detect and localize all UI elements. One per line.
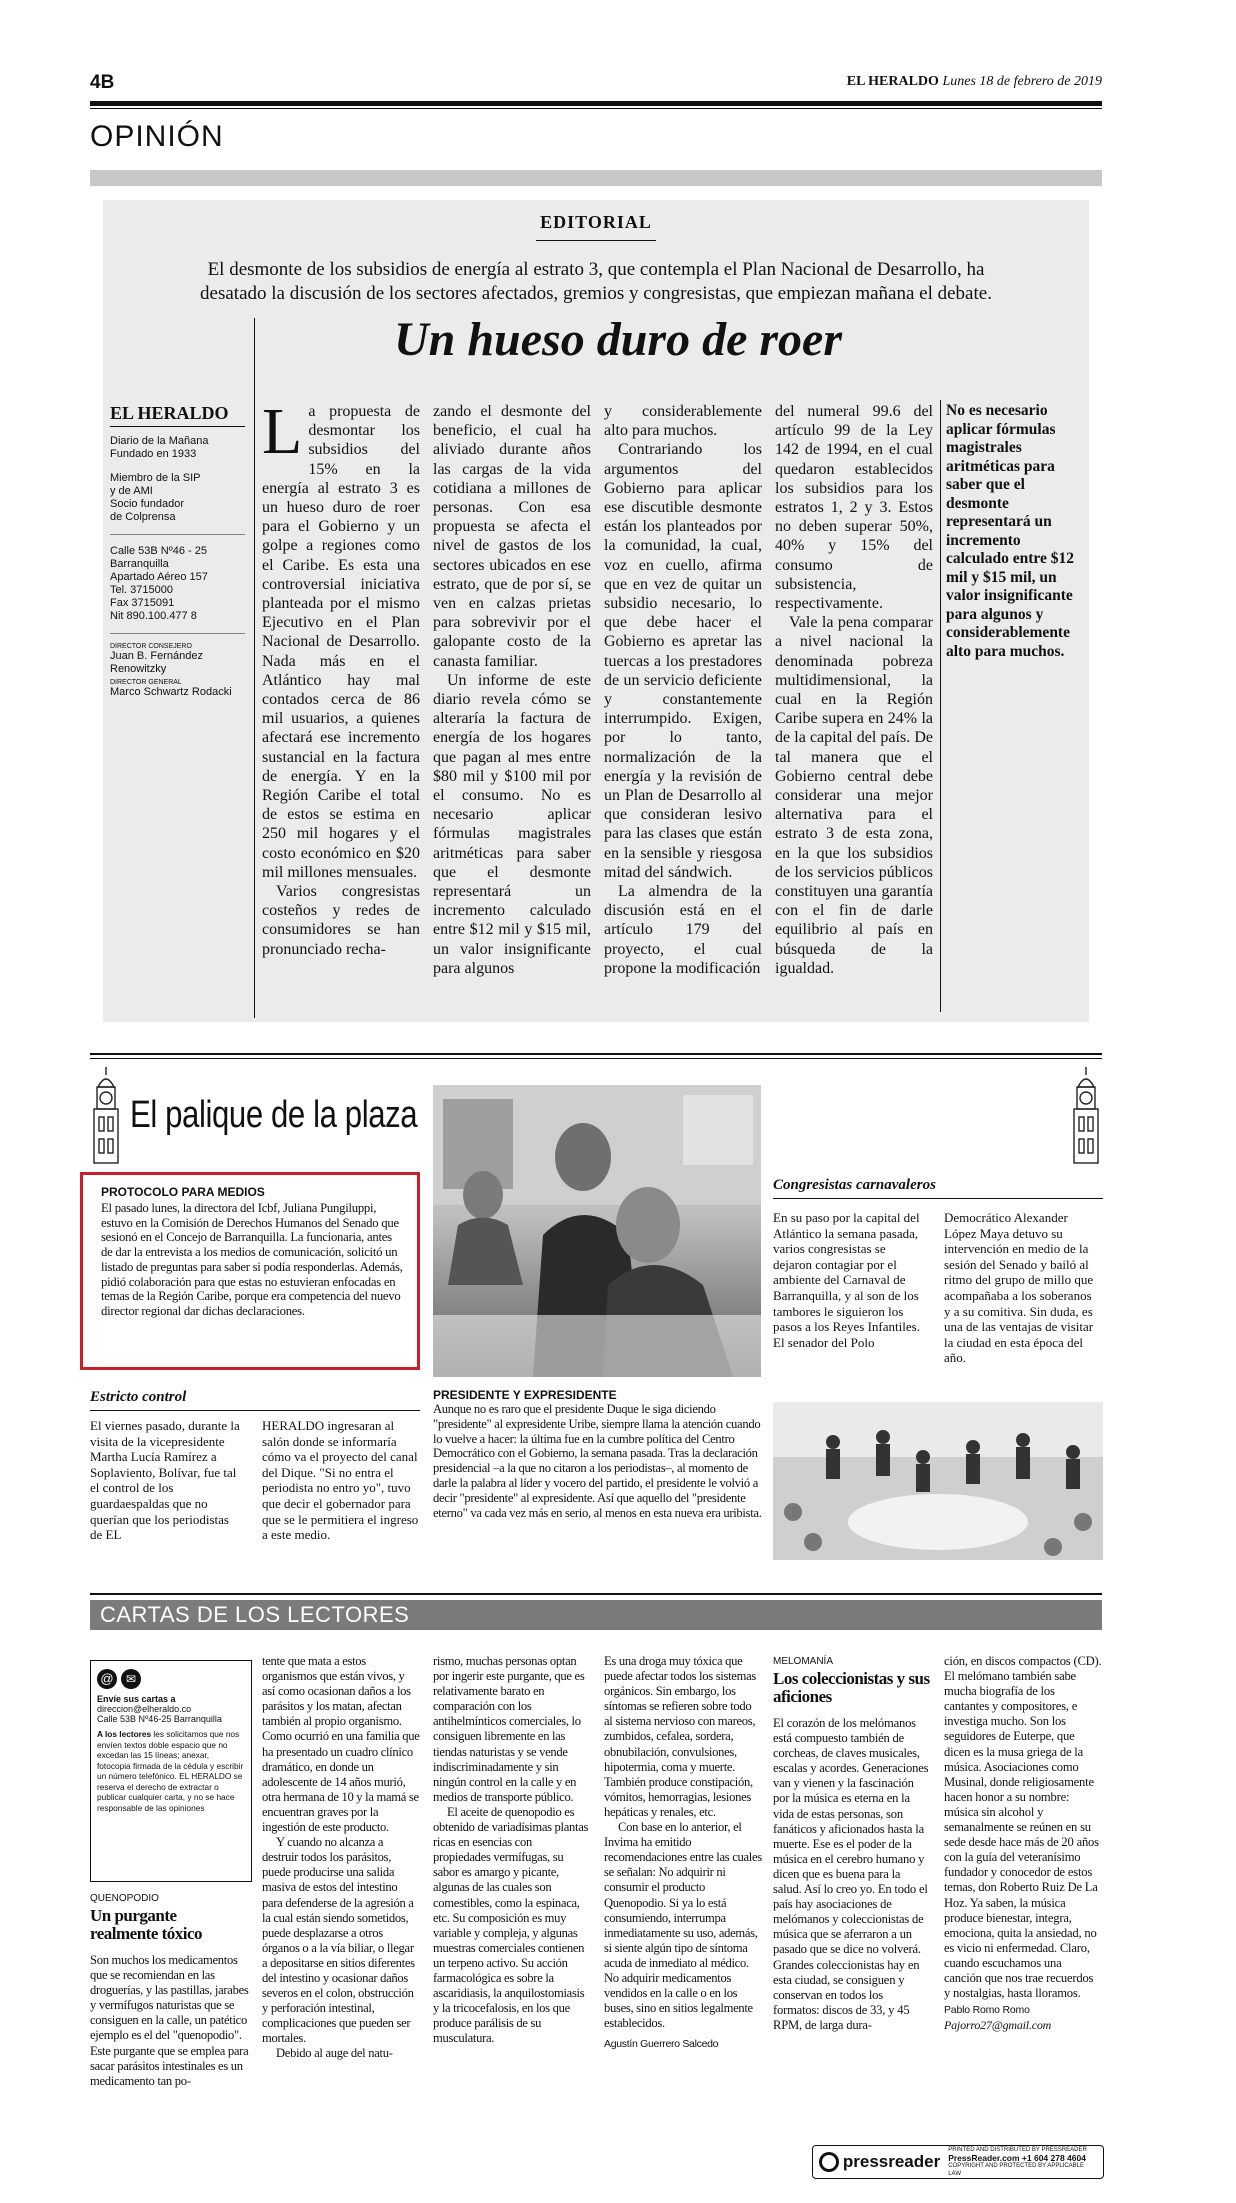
estricto-rule: [90, 1410, 420, 1411]
editorial-column-1: [262, 395, 420, 959]
masthead: [110, 403, 245, 699]
at-icon: @: [97, 1669, 117, 1689]
congresistas-col-2: Democrático Alexander López Maya detuvo su intervención en medio de la sesión del Senado y bailó al ritmo del grupo de millo que acompañaba a los soberanos y a su comitiva. Sin duda, es una de las ventajas de visitar la ciudad en esta época del año.: [944, 1210, 1094, 1366]
palique-rule-thin: [90, 1058, 1102, 1059]
section-gray-bar: [90, 170, 1102, 186]
masthead-address: Barranquilla: [110, 558, 169, 570]
letter-paragraph: Es una droga muy tóxica que puede afectar todos los sistemas orgánicos. Sin embargo, los síntomas se refieren sobre todo al sistema nervioso con mareos, zumbidos, cefalea, sordera, obnubilación, convulsiones, hipotermia, coma y muerte. También produce constipación, vómitos, hemorragias, lesiones hepáticas y renales, etc.: [604, 1654, 756, 1819]
letter-2-signature: Pablo Romo Romo: [944, 2004, 1030, 2017]
masthead-line: de Colprensa: [110, 511, 176, 523]
tower-icon: [88, 1065, 124, 1165]
mail-icon: ✉: [121, 1669, 141, 1689]
editorial-paragraph: a propuesta de desmontar los subsidios del 15% en la energía al estrato 3 es un hueso duro de roer para el Gobierno y un golpe a regiones como el Caribe. Es esta una controversial iniciativa planteada por el mismo Ejecutivo en el Plan Nacional de Desarrollo. Nada más en el Atlántico hay mal contados cerca de 86 mil usuarios, a quienes afectará ese incremento sustancial en la factura de energía. Y en la Región Caribe el total de estos se estima en 250 mil hogares y el costo económico en $20 mil millones mensuales.: [262, 403, 420, 881]
editorial-paragraph: del numeral 99.6 del artículo 99 de la Ley 142 de 1994, en el cual quedaron establecidos los subsidios para los estratos 1, 2 y 3. Estos no deben superar 50%, 40% y 15% del consumo de subsistencia, respectivamente.: [775, 403, 933, 613]
letter-paragraph: Con base en lo anterior, el Invima ha emitido recomendaciones entre las cuales se señalan: No adquirir ni consumir el producto Quenopodio. Si ya lo está consumiendo, interrumpa inmediatamente su uso, además, si siente algún tipo de síntoma acuda de inmediato al médico. No adquirir medicamentos vendidos en la calle o en los buses, sino en sitios legalmente establecidos.: [604, 1820, 762, 2031]
cartas-box-address: Calle 53B Nº46-25 Barranquilla: [97, 1714, 222, 1724]
letter-paragraph: ción, en discos compactos (CD). El melómano también sabe mucha biografía de los cantantes y compositores, e investiga mucho. Son los seguidores de Euterpe, que dicen es la musa griega de la música. Asociaciones como Musinal, donde religiosamente hacen honor a su nombre: música sin alcohol y semanalmente se reúnen en su sede desde hace más de 20 años con la guía del veteranísimo fundador y conocedor de estos temas, don Roberto Ruiz De La Hoz. Ya saben, la música produce bienestar, integra, emociona, quita la ansiedad, no es vicio ni enfermedad. Claro, cuando escuchamos una canción que nos trae recuerdos y nostalgias, hasta lloramos.: [944, 1654, 1102, 2001]
masthead-role: DIRECTOR CONSEJERO: [110, 643, 192, 650]
editorial-kicker: EDITORIAL: [540, 212, 652, 232]
pressreader-logo-icon: [819, 2152, 839, 2172]
protocolo-heading: PROTOCOLO PARA MEDIOS: [101, 1185, 265, 1199]
presidente-text: Aunque no es raro que el presidente Duque le siga diciendo "presidente" al expresidente Uribe, siempre llama la atención cuando lo vuelve a hacer: la última fue en la cumbre política del Centro Democrático con el Gobierno, la semana pasada. Tras la declaración presidencial –a la que no citaron a los periodistas–, al momento de darle la palabra al líder y vocero del partido, el presidente le volvió a decir "presidente" al expresidente. Así que aquello del "presidente eterno" va cada vez más en serio, al menos en esta nueva era uribista.: [433, 1402, 762, 1520]
header-date: Lunes 18 de febrero de 2019: [942, 74, 1102, 89]
masthead-divider: [254, 318, 255, 1018]
protocolo-box: [80, 1172, 420, 1370]
page-number: 4B: [90, 72, 115, 93]
letter-1-col-3: [433, 1654, 591, 2046]
editorial-column-3: [604, 402, 762, 978]
photo-politicians: [433, 1085, 761, 1377]
masthead-line: Miembro de la SIP: [110, 472, 201, 484]
masthead-address: Fax 3715091: [110, 597, 175, 609]
pullquote-rule: [940, 400, 941, 1012]
letter-paragraph: El aceite de quenopodio es obtenido de variadísimas plantas ricas en esencias con propiedades vermífugas, su sabor es amargo y picante, algunas de las cuales son comestibles, como la espinaca, etc. Su composición es muy variable y compleja, y algunas muestras comerciales contienen un terpeno activo. Su acción farmacológica es sobre la ascaridiasis, la anquilostomiasis y la tricocefalosis, en los que produce parálisis de su musculatura.: [433, 1804, 589, 2046]
letter-1-col-4: [604, 1654, 762, 2052]
drop-cap: L: [262, 395, 303, 468]
cartas-box-lead: A los lectores: [97, 1729, 152, 1739]
cartas-rule: [90, 1593, 1102, 1595]
cartas-title: CARTAS DE LOS LECTORES: [100, 1602, 410, 1627]
letter-paragraph: tente que mata a estos organismos que están vivos, y así como ocasionan daños a los parásitos y los matan, afectan también al propio organismo. Como ocurrió en una familia que ha presentado un cuadro clínico dramático, en donde un adolescente de 14 años murió, otra hermana de 10 y la mamá se encuentran graves por la ingestión de este producto.: [262, 1654, 420, 1835]
cartas-header-bar: [90, 1600, 1102, 1630]
estricto-heading: Estricto control: [90, 1389, 187, 1405]
protocolo-text: El pasado lunes, la directora del Icbf, Juliana Pungiluppi, estuvo en la Comisión de Derechos Humanos del Senado que sesionó en el Concejo de Barranquilla. La funcionaria, antes de dar la entrevista a los medios de comunicación, solicitó un listado de preguntas para saber si podía responderlas. Además, pidió colaboración para que estas no estuvieran enfocadas en temas de la Región Caribe, porque era competencia del nuevo director regional dar dichas declaraciones.: [101, 1201, 403, 1318]
photo-carnival: [773, 1402, 1103, 1560]
tower-icon: [1068, 1065, 1104, 1165]
letter-2-col-2: [944, 1654, 1102, 2033]
header-rule-thin: [90, 108, 1102, 109]
editorial-paragraph: Un informe de este diario revela cómo se alteraría la factura de energía de los hogares que pagan al mes entre $80 mil y $100 mil por el consumo. No es necesario aplicar fórmulas magistrales aritméticas para saber que el desmonte representará un incremento calculado entre $12 mil y $15 mil, un valor insignificante para algunos: [433, 671, 591, 977]
editorial-title: Un hueso duro de roer: [393, 313, 843, 366]
header-paper-name: EL HERALDO: [846, 74, 939, 89]
congresistas-col-1: En su paso por la capital del Atlántico la semana pasada, varios congresistas se dejaron contagiar por el ambiente del Carnaval de Barranquilla, y al son de los tambores le siguieron los pasos a los Reyes Infantiles. El senador del Polo: [773, 1210, 920, 1350]
masthead-line: Fundado en 1933: [110, 448, 197, 460]
editorial-column-4: [775, 402, 933, 978]
letter-paragraph: Y cuando no alcanza a destruir todos los parásitos, puede producirse una salida masiva de estos del intestino para defenderse de la agresión a la cual están siendo sometidos, puede desplazarse a otros órganos o a la vía biliar, o llegar a depositarse en sitios diferentes del intestino y ocasionar daños severos en el colon, obstrucción y perforación intestinal, complicaciones que pueden ser mortales.: [262, 1835, 415, 2046]
cartas-box-email[interactable]: direccion@elheraldo.co: [97, 1704, 192, 1714]
letter-1-kicker: QUENOPODIO: [90, 1893, 159, 1904]
letter-2-title: Los coleccionistas y sus aficiones: [773, 1669, 930, 1706]
pressreader-line: PRINTED AND DISTRIBUTED BY PRESSREADER: [948, 2147, 1087, 2153]
pressreader-line: COPYRIGHT AND PROTECTED BY APPLICABLE LAW: [948, 2163, 1085, 2177]
letter-1-col-2: [262, 1654, 420, 2062]
letter-2-email[interactable]: Pajorro27@gmail.com: [944, 2018, 1052, 2033]
masthead-person: Juan B. Fernández Renowitzky: [110, 650, 203, 675]
editorial-paragraph: Vale la pena comparar a nivel nacional la denominada pobreza multidimensional, la cual en la Región Caribe supera en 24% la de la capital del país. De tal manera que el Gobierno central debe considerar una mejor alternativa para el estrato 3 de esta zona, en la que los subsidios de los servicios públicos constituyen una garantía con el fin de darle equilibrio al país en búsqueda de la igualdad.: [775, 614, 933, 977]
masthead-name: EL HERALDO: [110, 403, 245, 427]
letter-paragraph: rismo, muchas personas optan por ingerir este purgante, que es relativamente barato en comparación con los antihelmínticos comerciales, lo consiguen libremente en las tiendas naturistas y se vende indiscriminadamente y sin ningún control en la calle y en medios de transporte público.: [433, 1654, 585, 1804]
palique-rule: [90, 1053, 1102, 1055]
editorial-paragraph: Contrariando los argumentos del Gobierno para aplicar ese discutible desmonte están los planteados por la comunidad, la cual, voz en cuello, afirma que en vez de quitar un subsidio necesario, lo que debe hacer el Gobierno es apretar las tuercas a los prestadores de un servicio deficiente y constantemente interrumpido. Exigen, por lo tanto, normalización de la energía y la revisión de un Plan de Desarrollo al que consideran lesivo para las clases que están en la sensible y riesgosa mitad del sándwich.: [604, 441, 762, 881]
masthead-line: Socio fundador: [110, 498, 184, 510]
header-rule-thick: [90, 101, 1102, 106]
congresistas-rule: [773, 1198, 1103, 1199]
section-title: OPINIÓN: [90, 120, 224, 153]
masthead-sep: [110, 534, 245, 535]
letter-2-kicker: MELOMANÍA: [773, 1656, 834, 1667]
estricto-col-1: El viernes pasado, durante la visita de la vicepresidente Martha Lucía Ramírez a Soplaviento, Bolívar, fue tal el control de los guardaespaldas que no querían que los periodistas de EL: [90, 1418, 240, 1543]
masthead-role: DIRECTOR GENERAL: [110, 679, 182, 686]
editorial-paragraph: La almendra de la discusión está en el artículo 179 del proyecto, el cual propone la modificación: [604, 883, 762, 977]
editorial-kicker-rule: [536, 240, 656, 241]
pressreader-brand: pressreader: [842, 2152, 941, 2171]
letter-2-col-1: El corazón de los melómanos está compuesto también de corcheas, de claves musicales, escalas y acordes. Generaciones van y vienen y la fascinación por la música es eterna en la vida de estas personas, son fanáticos y aficionados hasta la muerte. Ese es el poder de la música en el cerebro humano y dicen que es buena para la salud. Así lo creo yo. En todo el país hay asociaciones de melómanos y coleccionistas de música que se aferraron a un pasado que se dice no volverá. Grandes coleccionistas hay en esta ciudad, se consiguen y conservan en todos los formatos: discos de 33, y 45 RPM, de larga dura-: [773, 1716, 929, 2032]
editorial-pullquote: No es necesario aplicar fórmulas magistrales aritméticas para saber que el desmonte representará un incremento calculado entre $12 mil y $15 mil, un valor insignificante para algunos y considerablemente alto para muchos.: [946, 402, 1075, 660]
congresistas-heading: Congresistas carnavaleros: [773, 1177, 936, 1193]
cartas-box-text: les solicitamos que nos envíen textos doble espacio que no excedan las 15 líneas; anexar, fotocopia firmada de la cédula y escribir un número telefónico. EL HERALDO se reserva el derecho de extractar o publicar cualquier carta, y no se hace responsable de las opiniones: [97, 1729, 244, 1813]
masthead-address: Nit 890.100.477 8: [110, 610, 197, 622]
editorial-paragraph: y considerablemente alto para muchos.: [604, 403, 762, 440]
header-dateline: [847, 74, 1102, 90]
estricto-col-2: HERALDO ingresaran al salón donde se informaría cómo va el proyecto del canal del Dique. "Si no entra el periodista no entro yo", tuvo que decir el gobernador para que se le permitiera el ingreso a este medio.: [262, 1418, 419, 1543]
letter-1-title: Un purgante realmente tóxico: [90, 1906, 203, 1943]
cartas-submission-box: [90, 1660, 252, 1882]
pressreader-line: PressReader.com +1 604 278 4604: [948, 2153, 1086, 2163]
letter-1-signature: Agustín Guerrero Salcedo: [604, 2038, 719, 2051]
cartas-box-title: Envíe sus cartas a: [97, 1694, 176, 1704]
masthead-line: Diario de la Mañana: [110, 435, 209, 447]
pressreader-badge[interactable]: [812, 2145, 1104, 2179]
editorial-paragraph: zando el desmonte del beneficio, el cual ha aliviado durante años las cargas de la vida cotidiana a millones de personas. Con esa propuesta se afecta el nivel de gastos de los sectores ubicados en ese estrato, que de por sí, se ven en calzas prietas para sobrevivir por el galopante costo de la canasta familiar.: [433, 403, 591, 670]
letter-1-col-1: Son muchos los medicamentos que se recomiendan en las droguerías, y las pastillas, jarabes y vermífugos naturistas que se consiguen en la calle, un patético ejemplo es el del "quenopodio". Este purgante que se emplea para sacar parásitos intestinales es un medicamento tan po-: [90, 1953, 249, 2088]
editorial-paragraph: Varios congresistas costeños y redes de consumidores se han pronunciado recha-: [262, 883, 420, 958]
masthead-address: Apartado Aéreo 157: [110, 571, 208, 583]
editorial-deck: El desmonte de los subsidios de energía al estrato 3, que contempla el Plan Nacional de Desarrollo, ha desatado la discusión de los sectores afectados, gremios y congresistas, que empiezan mañana el debate.: [200, 259, 992, 304]
masthead-address: Calle 53B Nº46 - 25: [110, 545, 207, 557]
masthead-address: Tel. 3715000: [110, 584, 173, 596]
presidente-heading: PRESIDENTE Y EXPRESIDENTE: [433, 1388, 617, 1402]
editorial-column-2: [433, 402, 591, 978]
masthead-line: y de AMI: [110, 485, 153, 497]
palique-title: El palique de la plaza: [130, 1094, 418, 1136]
masthead-sep: [110, 633, 245, 634]
letter-paragraph: Debido al auge del natu-: [276, 2046, 393, 2061]
masthead-person: Marco Schwartz Rodacki: [110, 686, 232, 698]
